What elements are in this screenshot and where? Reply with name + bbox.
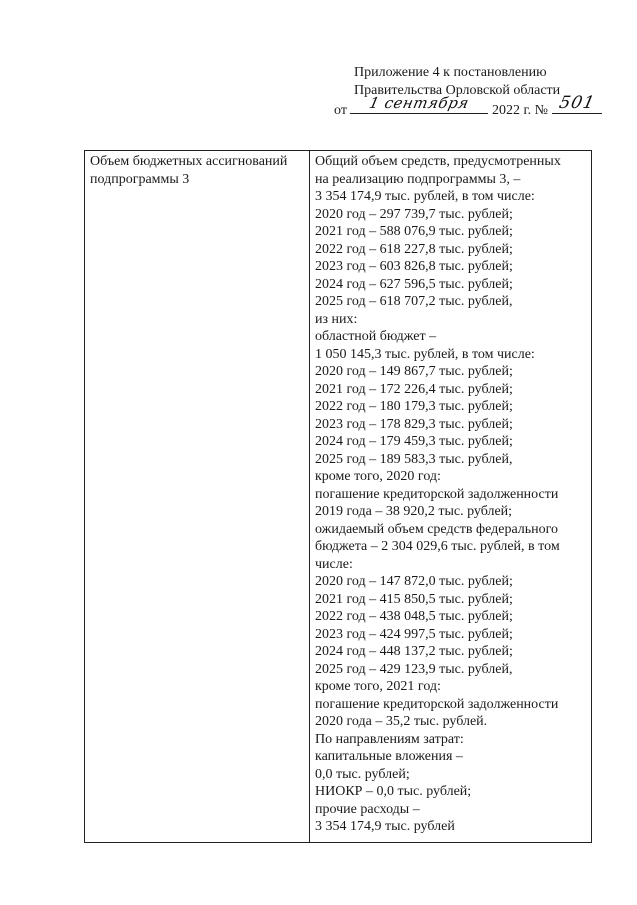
text-line: кроме того, 2020 год: bbox=[315, 469, 441, 484]
year-number-label: 2022 г. № bbox=[491, 103, 548, 118]
handwritten-date: 1 сентября bbox=[367, 93, 471, 112]
text-line: 2025 год – 429 123,9 тыс. рублей, bbox=[315, 661, 513, 677]
text-line: 2022 год – 180 179,3 тыс. рублей; bbox=[315, 399, 513, 414]
text-line: 0,0 тыс. рублей; bbox=[315, 766, 410, 782]
text-line: 2020 год – 149 867,7 тыс. рублей; bbox=[315, 364, 513, 379]
text-line: 2022 год – 438 048,5 тыс. рублей; bbox=[315, 609, 513, 624]
text-line: Общий объем средств, предусмотренных bbox=[315, 154, 561, 169]
text-line: числе: bbox=[315, 556, 353, 572]
text-line: 2023 год – 178 829,3 тыс. рублей; bbox=[315, 416, 513, 432]
text-line: 2025 год – 189 583,3 тыс. рублей, bbox=[315, 451, 513, 467]
text-line: погашение кредиторской задолженности bbox=[315, 486, 559, 502]
text-line: прочие расходы – bbox=[315, 801, 420, 817]
text-line: 2023 год – 603 826,8 тыс. рублей; bbox=[315, 259, 513, 274]
text-line: Объем бюджетных ассигнований bbox=[90, 154, 288, 169]
text-line: на реализацию подпрограммы 3, – bbox=[315, 171, 521, 187]
date-blank bbox=[350, 93, 488, 114]
number-blank bbox=[552, 92, 602, 114]
text-line: 2021 год – 415 850,5 тыс. рублей; bbox=[315, 591, 513, 607]
text-line: 3 354 174,9 тыс. рублей bbox=[315, 819, 455, 834]
table-row bbox=[85, 151, 592, 843]
handwritten-number: 501 bbox=[557, 92, 597, 113]
text-line: 2023 год – 424 997,5 тыс. рублей; bbox=[315, 626, 513, 642]
text-line: 2024 год – 179 459,3 тыс. рублей; bbox=[315, 434, 513, 449]
text-line: погашение кредиторской задолженности bbox=[315, 696, 559, 712]
text-line: из них: bbox=[315, 311, 358, 327]
from-label: от bbox=[334, 103, 347, 118]
budget-label-cell bbox=[85, 151, 310, 843]
text-line: 3 354 174,9 тыс. рублей, в том числе: bbox=[315, 189, 535, 204]
text-line: 2021 год – 172 226,4 тыс. рублей; bbox=[315, 381, 513, 397]
appendix-title: Приложение 4 к постановлению bbox=[354, 65, 547, 80]
text-line: 2019 года – 38 920,2 тыс. рублей; bbox=[315, 504, 513, 519]
text-line: 2022 год – 618 227,8 тыс. рублей; bbox=[315, 241, 513, 257]
text-line: 2024 год – 627 596,5 тыс. рублей; bbox=[315, 276, 513, 292]
text-line: бюджета – 2 304 029,6 тыс. рублей, в том bbox=[315, 539, 560, 554]
text-line: НИОКР – 0,0 тыс. рублей; bbox=[315, 784, 472, 799]
text-line: кроме того, 2021 год: bbox=[315, 679, 441, 694]
text-line: 2020 года – 35,2 тыс. рублей. bbox=[315, 714, 488, 729]
text-line: 2020 год – 147 872,0 тыс. рублей; bbox=[315, 574, 513, 589]
text-line: 2025 год – 618 707,2 тыс. рублей, bbox=[315, 294, 513, 309]
document-header bbox=[312, 64, 612, 120]
text-line: областной бюджет – bbox=[315, 329, 437, 344]
date-number-line bbox=[312, 92, 612, 120]
text-line: 1 050 145,3 тыс. рублей, в том числе: bbox=[315, 346, 535, 362]
text-line: капитальные вложения – bbox=[315, 749, 463, 764]
budget-details-cell bbox=[310, 151, 592, 843]
text-line: 2021 год – 588 076,9 тыс. рублей; bbox=[315, 224, 513, 239]
text-line: ожидаемый объем средств федерального bbox=[315, 521, 559, 537]
text-line: По направлениям затрат: bbox=[315, 731, 464, 747]
text-line: 2020 год – 297 739,7 тыс. рублей; bbox=[315, 206, 513, 222]
issuer-name: Правительства Орловской области bbox=[354, 82, 561, 98]
budget-table bbox=[84, 150, 592, 843]
text-line: 2024 год – 448 137,2 тыс. рублей; bbox=[315, 644, 513, 659]
text-line: подпрограммы 3 bbox=[90, 171, 190, 187]
